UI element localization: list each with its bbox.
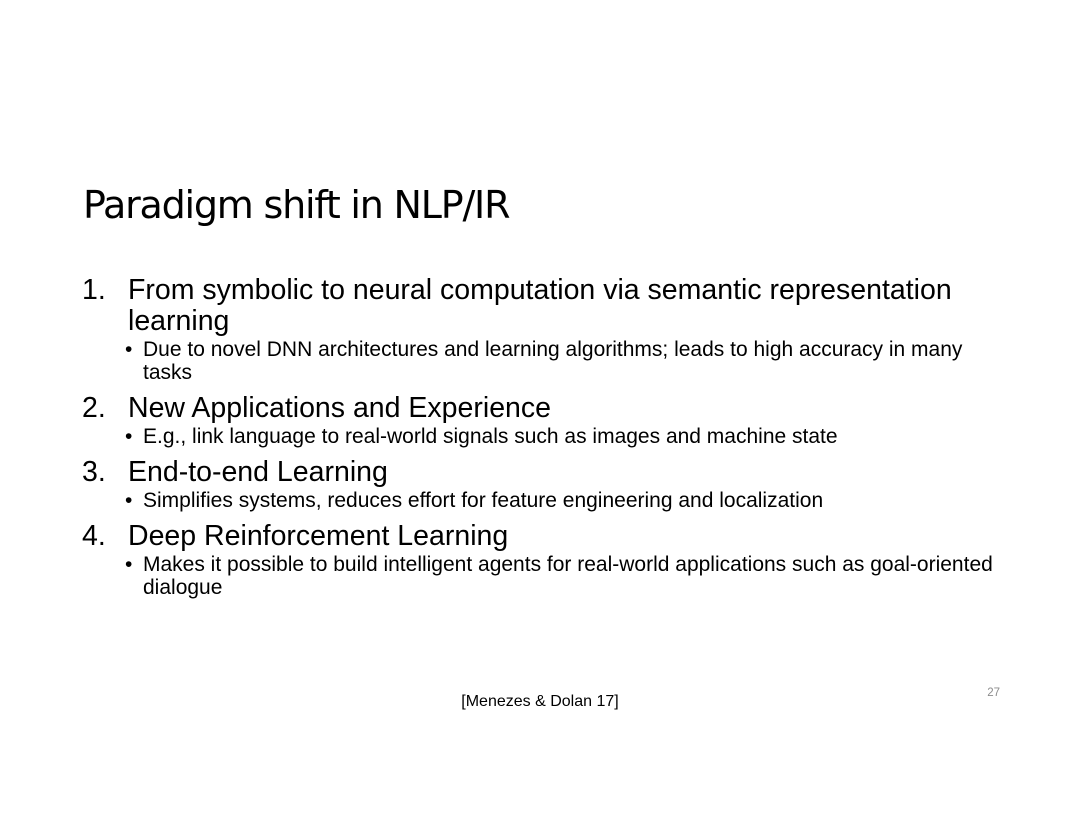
list-item-2 (82, 393, 1012, 448)
bullet-icon: • (125, 338, 133, 361)
item-number: 3. (82, 456, 106, 488)
sub-bullet-text: Due to novel DNN architectures and learning algorithms; leads to high accuracy in many tasks (143, 338, 963, 384)
bullet-icon: • (125, 489, 133, 512)
sub-bullet (125, 338, 1012, 384)
list-item-3 (82, 457, 1012, 512)
item-number: 4. (82, 520, 106, 552)
citation: [Menezes & Dolan 17] (461, 693, 619, 710)
item-number: 1. (82, 274, 106, 306)
list-item-4 (82, 521, 1012, 599)
sub-bullet (125, 489, 1012, 512)
sub-bullet-text: Simplifies systems, reduces effort for feature engineering and localization (143, 489, 824, 512)
sub-bullet (125, 425, 1012, 448)
item-heading: New Applications and Experience (128, 392, 552, 424)
bullet-icon: • (125, 425, 133, 448)
list-item-1 (82, 275, 1012, 384)
sub-bullet (125, 553, 1012, 599)
item-heading: Deep Reinforcement Learning (128, 520, 509, 552)
bullet-icon: • (125, 553, 133, 576)
slide-title: Paradigm shift in NLP/IR (83, 183, 510, 227)
page-number: 27 (987, 687, 1000, 699)
numbered-list (82, 275, 1012, 599)
item-heading: End-to-end Learning (128, 456, 388, 488)
item-number: 2. (82, 392, 106, 424)
sub-bullet-text: Makes it possible to build intelligent agents for real-world applications such as goal-oriented dialogue (143, 553, 993, 599)
sub-bullet-text: E.g., link language to real-world signals such as images and machine state (143, 425, 838, 448)
item-heading: From symbolic to neural computation via semantic representation learning (128, 274, 952, 337)
